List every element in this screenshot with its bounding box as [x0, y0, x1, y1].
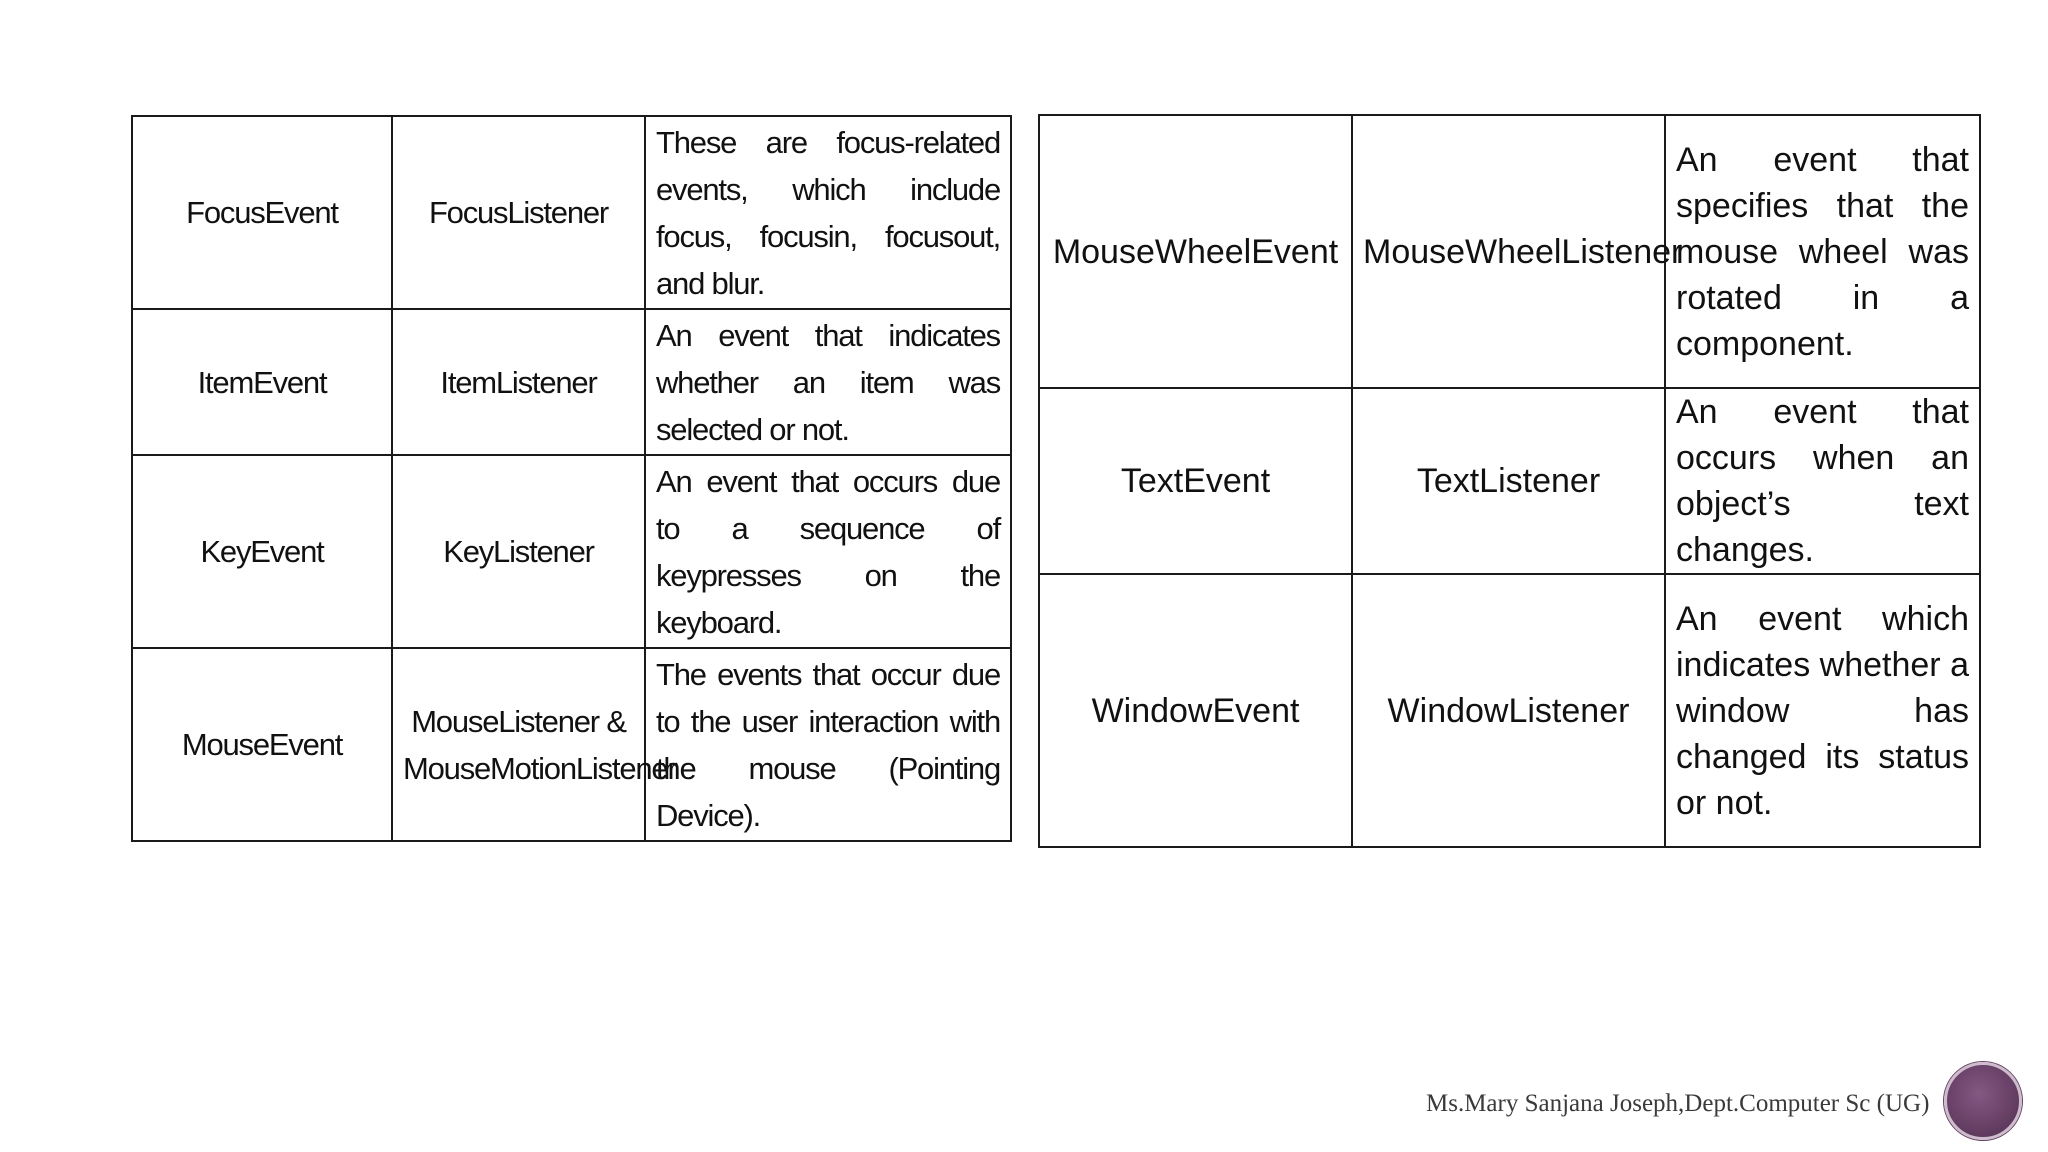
table-row — [132, 455, 1011, 648]
event-class-cell: MouseWheelEvent — [1039, 115, 1352, 388]
listener-interface-cell: WindowListener — [1352, 574, 1665, 847]
table-row — [132, 309, 1011, 455]
event-table-left — [131, 115, 1012, 842]
listener-interface-cell: TextListener — [1352, 388, 1665, 574]
listener-interface-cell: FocusListener — [392, 116, 645, 309]
table-row — [1039, 388, 1980, 574]
event-description-cell: An event that occurs when an object’s text changes. — [1665, 388, 1980, 574]
event-class-cell: MouseEvent — [132, 648, 392, 841]
decorative-circle-badge — [1944, 1062, 2022, 1140]
event-class-cell: KeyEvent — [132, 455, 392, 648]
footer-credit: Ms.Mary Sanjana Joseph,Dept.Computer Sc (UG) — [1426, 1090, 1930, 1117]
event-class-cell: TextEvent — [1039, 388, 1352, 574]
table-row — [1039, 574, 1980, 847]
event-description-cell: An event which indicates whether a window has changed its status or not. — [1665, 574, 1980, 847]
event-class-cell: WindowEvent — [1039, 574, 1352, 847]
listener-interface-cell: KeyListener — [392, 455, 645, 648]
event-class-cell: FocusEvent — [132, 116, 392, 309]
listener-interface-cell: ItemListener — [392, 309, 645, 455]
listener-line-1: MouseListener & — [411, 703, 626, 739]
table-row — [132, 116, 1011, 309]
event-table-right — [1038, 114, 1981, 848]
event-description-cell: An event that occurs due to a sequence of keypresses on the keyboard. — [645, 455, 1011, 648]
listener-interface-cell: MouseWheelListener — [1352, 115, 1665, 388]
event-description-cell: The events that occur due to the user interaction with the mouse (Pointing Device). — [645, 648, 1011, 841]
event-description-cell: An event that indicates whether an item was selected or not. — [645, 309, 1011, 455]
table-row — [132, 648, 1011, 841]
event-class-cell: ItemEvent — [132, 309, 392, 455]
listener-line-2: MouseMotionListener — [403, 750, 677, 786]
table-row — [1039, 115, 1980, 388]
event-description-cell: An event that specifies that the mouse wheel was rotated in a component. — [1665, 115, 1980, 388]
event-description-cell: These are focus-related events, which include focus, focusin, focusout, and blur. — [645, 116, 1011, 309]
listener-interface-cell — [392, 648, 677, 841]
